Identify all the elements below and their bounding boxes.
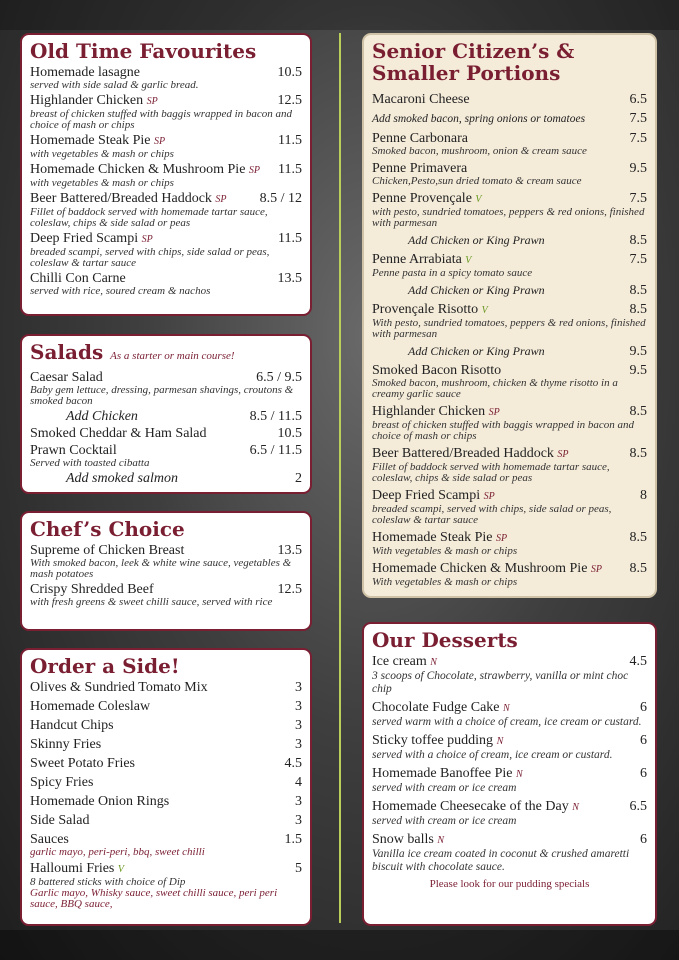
sp-tag: SP [154,136,166,147]
dessert-item [372,832,647,874]
item-desc: with pesto, sundried tomatoes, peppers & red onions, finished with parmesan [372,206,645,229]
dessert-item [372,799,647,828]
item-name-wrap [372,283,545,298]
item-price: 3 [295,680,302,695]
item-price: 6 [640,733,647,748]
item-name-wrap [372,161,467,176]
menu-item [30,231,302,269]
sides-title: Order a Side! [30,654,180,678]
item-name: Add Chicken or King Prawn [408,344,545,358]
senior-title-line1: Senior Citizen’s & [372,39,575,63]
addon-price: 2 [295,471,302,486]
side-item [30,813,302,828]
item-desc: served with rice, soured cream & nachos [30,285,211,297]
item-name: Sweet Potato Fries [30,756,135,771]
menu-item [372,302,647,340]
item-row [372,131,647,146]
item-name-wrap [372,733,503,749]
item-name-wrap [372,766,523,782]
item-name: Add smoked bacon, spring onions or tomatoes [372,113,586,125]
item-price: 8.5 [629,446,647,461]
item-name-wrap [372,530,507,546]
addon-name: Add Chicken [66,409,138,424]
item-desc: Baby gem lettuce, dressing, parmesan shavings, croutons & smoked bacon [30,384,294,407]
item-price: 8.5 [629,530,647,545]
item-desc: Fillet of baddock served with homemade tartar sauce, coleslaw, chips & side salad or peas [372,461,610,484]
item-row [372,654,647,670]
menu-addon [372,233,647,248]
item-price: 7.5 [629,131,647,146]
senior-portions-panel [362,33,657,598]
item-name-wrap [372,404,500,420]
item-price: 12.5 [277,93,302,108]
item-desc: Smoked bacon, mushroom, onion & cream sauce [372,145,587,157]
item-name: Homemade Steak Pie [30,133,151,148]
menu-addon [30,471,302,486]
dessert-list [372,654,647,874]
background-shade-top [0,0,679,30]
side-item [30,699,302,714]
side-item [30,737,302,752]
senior-list [372,92,647,588]
item-name: Homemade lasagne [30,65,141,80]
item-row [372,161,647,176]
item-row [372,363,647,378]
item-name-wrap [372,700,510,716]
item-name-wrap [372,252,471,268]
item-name-wrap [372,799,579,815]
desserts-title: Our Desserts [372,628,518,652]
menu-item [30,162,302,189]
item-name: Olives & Sundried Tomato Mix [30,680,208,695]
menu-item [372,161,647,187]
item-desc: served with cream or ice cream [372,815,517,827]
menu-item [30,370,302,407]
item-name-wrap [372,561,602,577]
item-row [372,488,647,504]
item-price: 9.5 [629,363,647,378]
menu-item [372,191,647,229]
desserts-panel [362,622,657,926]
item-name: Homemade Chicken & Mushroom Pie [372,561,588,576]
item-name: Crispy Shredded Beef [30,582,154,597]
item-price: 7.5 [629,111,647,126]
item-name: Sauces [30,832,69,847]
nut-tag: N [430,657,437,668]
item-row [372,832,647,848]
item-row [372,344,647,359]
item-name-wrap [372,302,488,318]
item-name: Penne Arrabiata [372,252,462,267]
sp-tag: SP [488,407,500,418]
item-name: Homemade Chicken & Mushroom Pie [30,162,246,177]
item-name: Homemade Cheesecake of the Day [372,799,569,814]
item-desc: With pesto, sundried tomatoes, peppers & red onions, finished with parmesan [372,317,646,340]
background-shade-bottom [0,930,679,960]
old-time-favourites-panel [20,33,312,316]
sp-tag: SP [557,449,569,460]
menu-item [30,543,302,580]
item-name: Highlander Chicken [372,404,486,419]
item-name: Beer Battered/Breaded Haddock [372,446,554,461]
item-desc: breast of chicken stuffed with baggis wrapped in bacon and choice of mash or chips [372,419,635,442]
item-desc: With vegetables & mash or chips [372,545,518,557]
item-name-wrap [372,131,468,146]
item-price: 3 [295,813,302,828]
item-name: Penne Carbonara [372,131,469,146]
item-name: Caesar Salad [30,370,103,385]
item-desc: garlic mayo, peri-peri, bbq, sweet chilli [30,846,205,858]
sp-tag: SP [146,96,158,107]
item-row [372,799,647,815]
item-name: Smoked Cheddar & Ham Salad [30,426,207,441]
menu-item [372,92,647,107]
old-time-list [30,65,302,297]
item-row [372,233,647,248]
item-price: 6 [640,700,647,715]
salads-panel [20,334,312,494]
item-name: Chocolate Fudge Cake [372,700,500,715]
item-desc: Smoked bacon, mushroom, chicken & thyme risotto in a creamy garlic sauce [372,377,618,400]
item-price: 11.5 [278,162,302,177]
sp-tag: SP [483,491,495,502]
item-name-wrap [372,446,569,462]
chefs-choice-title: Chef’s Choice [30,517,185,541]
item-price: 11.5 [278,231,302,246]
item-name: Skinny Fries [30,737,102,752]
menu-item [372,446,647,484]
item-price: 10.5 [277,65,302,80]
item-desc: 3 scoops of Chocolate, strawberry, vanilla or mint choc chip [372,670,629,695]
menu-item [30,65,302,91]
item-price: 8.5 [629,283,647,298]
item-desc: breaded scampi, served with chips, side salad or peas, coleslaw & tartar sauce [30,246,270,269]
item-price: 13.5 [277,543,302,558]
item-name: Snow balls [372,832,434,847]
item-row [372,283,647,298]
side-item [30,832,302,858]
pudding-specials-note: Please look for our pudding specials [429,878,590,890]
menu-item [372,252,647,279]
item-price: 3 [295,718,302,733]
item-name: Add Chicken or King Prawn [408,283,545,297]
item-row [372,446,647,462]
item-price: 7.5 [629,252,647,267]
item-desc: served with a choice of cream, ice cream or custard. [372,749,613,761]
item-name-wrap [372,233,545,248]
item-price: 8 [640,488,647,503]
vegetarian-tag: V [481,305,488,316]
item-name: Macaroni Cheese [372,92,470,107]
menu-addon [372,344,647,359]
item-price: 13.5 [277,271,302,286]
addon-price: 8.5 / 11.5 [249,409,302,424]
menu-item [372,404,647,442]
item-name: Penne Primavera [372,161,468,176]
sp-tag: SP [141,234,153,245]
senior-portions-title [372,40,647,84]
side-item [30,680,302,695]
item-name: Beer Battered/Breaded Haddock [30,191,212,206]
side-item [30,718,302,733]
sp-tag: SP [248,165,261,176]
item-price: 11.5 [278,133,302,148]
item-name: Sticky toffee pudding [372,733,494,748]
item-price: 12.5 [277,582,302,597]
item-name: Deep Fried Scampi [372,488,481,503]
item-name-wrap [372,488,495,504]
menu-item [30,582,302,608]
menu-item [372,363,647,400]
item-price: 10.5 [277,426,302,441]
item-price: 9.5 [629,161,647,176]
item-name: Homemade Banoffee Pie [372,766,513,781]
item-desc: With smoked bacon, leek & white wine sauce, vegetables & mash potatoes [30,557,292,580]
item-price: 9.5 [629,344,647,359]
menu-item [30,191,302,229]
side-item [30,861,302,910]
item-price: 4 [295,775,302,790]
item-desc: with vegetables & mash or chips [30,177,174,189]
item-desc: served warm with a choice of cream, ice cream or custard. [372,716,642,728]
item-price: 1.5 [284,832,302,847]
nut-tag: N [515,769,523,780]
item-price: 8.5 [629,404,647,419]
item-desc: with vegetables & mash or chips [30,148,174,160]
item-desc: breast of chicken stuffed with baggis wrapped in bacon and choice of mash or chips [30,108,293,131]
item-price: 6 [640,832,647,847]
item-name: Spicy Fries [30,775,94,790]
item-desc: served with cream or ice cream [372,782,517,794]
salads-title-text: Salads [30,340,104,364]
item-name: Supreme of Chicken Breast [30,543,185,558]
item-name: Provençale Risotto [372,302,479,317]
item-name: Halloumi Fries [30,861,115,876]
chefs-choice-panel [20,511,312,631]
dessert-item [372,700,647,729]
item-row [372,302,647,318]
side-item [30,794,302,809]
item-name: Deep Fried Scampi [30,231,139,246]
nut-tag: N [496,736,504,747]
item-price: 8.5 [629,561,647,576]
menu-item [30,443,302,469]
nut-tag: N [572,802,579,813]
item-name: Smoked Bacon Risotto [372,363,502,378]
item-price: 3 [295,794,302,809]
item-desc: Vanilla ice cream coated in coconut & crushed amaretti biscuit with chocolate sauce. [372,848,630,873]
salads-title [30,341,302,367]
item-name: Homemade Coleslaw [30,699,151,714]
menu-addon [30,409,302,424]
side-item [30,775,302,790]
item-name: Handcut Chips [30,718,114,733]
item-name-wrap [372,191,482,207]
menu-item [372,561,647,588]
item-price: 8.5 [629,233,647,248]
dessert-item [372,654,647,696]
item-price: 4.5 [284,756,302,771]
item-price: 4.5 [629,654,647,669]
item-row [372,191,647,207]
item-desc: With vegetables & mash or chips [372,576,518,588]
item-desc: Chicken,Pesto,sun dried tomato & cream sauce [372,175,582,187]
menu-item [30,426,302,441]
item-row [372,404,647,420]
item-price: 3 [295,699,302,714]
item-row [372,733,647,749]
item-price: 8.5 / 12 [259,191,302,206]
side-item [30,756,302,771]
menu-item [372,111,647,127]
menu-item [372,530,647,557]
item-desc: Fillet of baddock served with homemade tartar sauce, coleslaw, chips & side salad or peas [30,206,268,229]
item-price: 6.5 [629,799,647,814]
menu-item [372,488,647,526]
old-time-favourites-title: Old Time Favourites [30,39,257,63]
addon-name: Add smoked salmon [66,471,178,486]
item-name-wrap [372,112,585,127]
menu-item [30,93,302,131]
item-name: Prawn Cocktail [30,443,117,458]
sp-tag: SP [496,533,508,544]
item-name-wrap [372,344,545,359]
senior-title-line2: Smaller Portions [372,61,561,85]
nut-tag: N [503,703,510,714]
item-row [372,111,647,127]
item-price: 6.5 / 11.5 [249,443,302,458]
nut-tag: N [437,835,445,846]
item-name: Penne Provençale [372,191,472,206]
item-name-wrap [372,92,470,107]
salads-subtitle: As a starter or main course! [110,350,235,362]
item-price: 6.5 [629,92,647,107]
item-name: Chilli Con Carne [30,271,126,286]
dessert-item [372,766,647,795]
item-row [372,530,647,546]
item-row [372,561,647,577]
item-price: 5 [295,861,302,876]
item-name: Homemade Onion Rings [30,794,170,809]
item-price: 8.5 [629,302,647,317]
sides-panel [20,648,312,926]
sp-tag: SP [590,564,603,575]
item-row [372,766,647,782]
item-desc: breaded scampi, served with chips, side salad or peas, coleslaw & tartar sauce [372,503,612,526]
item-name-wrap [372,654,437,670]
item-price: 6.5 / 9.5 [256,370,302,385]
item-desc: with fresh greens & sweet chilli sauce, served with rice [30,596,273,608]
vegetarian-tag: V [475,194,482,205]
item-row [372,92,647,107]
dessert-item [372,733,647,762]
column-divider [339,33,341,923]
menu-item [30,271,302,297]
item-name-wrap [372,832,444,848]
vegetarian-tag: V [465,255,472,266]
item-desc: Served with toasted cibatta [30,457,150,469]
item-name: Add Chicken or King Prawn [408,233,545,247]
menu-item [372,131,647,157]
vegetarian-tag: V [117,864,124,875]
item-name: Highlander Chicken [30,93,144,108]
sp-tag: SP [215,194,227,205]
item-row [372,700,647,716]
item-desc: 8 battered sticks with choice of Dip [30,876,186,888]
item-price: 3 [295,737,302,752]
item-desc: served with side salad & garlic bread. [30,79,199,91]
item-name: Homemade Steak Pie [372,530,493,545]
item-price: 6 [640,766,647,781]
item-name: Ice cream [372,654,427,669]
item-row [372,252,647,268]
menu-addon [372,283,647,298]
item-name-wrap [372,363,501,378]
menu-item [30,133,302,160]
item-name: Side Salad [30,813,90,828]
item-desc: Penne pasta in a spicy tomato sauce [372,267,533,279]
item-price: 7.5 [629,191,647,206]
item-desc-dips: Garlic mayo, Whisky sauce, sweet chilli sauce, peri peri sauce, BBQ sauce, [30,887,278,910]
